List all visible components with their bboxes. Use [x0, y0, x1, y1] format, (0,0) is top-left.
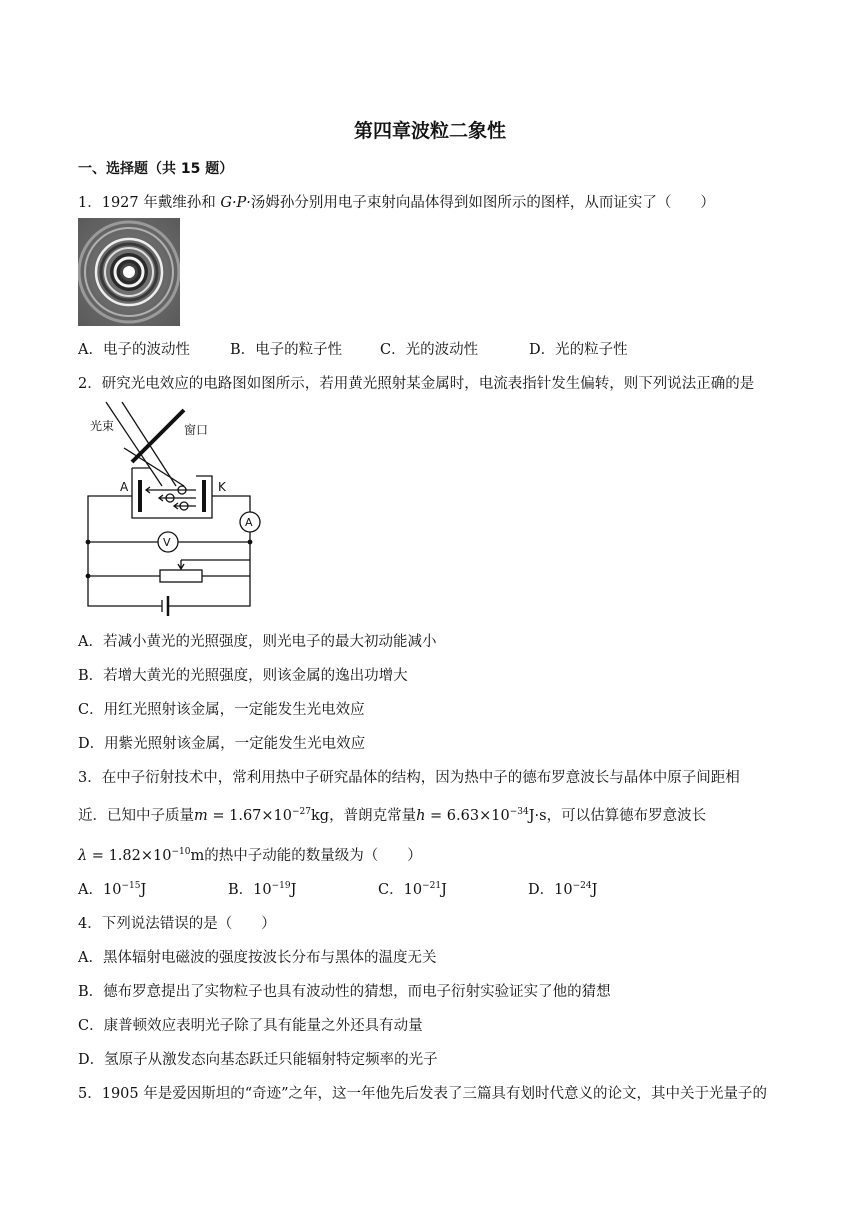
label-anode: A: [120, 480, 129, 494]
label-cathode: K: [218, 480, 226, 494]
question-1-options: [78, 338, 628, 359]
q4-option-c[interactable]: C．康普顿效应表明光子除了具有能量之外还具有动量: [78, 1018, 423, 1034]
label-window: 窗口: [184, 423, 209, 437]
q4-option-d[interactable]: D．氢原子从激发态向基态跃迁只能辐射特定频率的光子: [78, 1052, 438, 1068]
q1-option-a[interactable]: A．电子的波动性: [78, 342, 190, 358]
q1-option-b[interactable]: B．电子的粒子性: [230, 342, 343, 358]
q3-option-d[interactable]: D．$10^{-24}J$: [528, 881, 598, 898]
label-light-beam: 光束: [90, 419, 115, 433]
question-3-stem-line-3: $\lambda = 1.82\times 10^{-10}m$的热中子动能的数量级为（ ）: [78, 847, 422, 864]
question-3-options: [78, 878, 597, 899]
q3-option-b[interactable]: B．$10^{-19}J$: [228, 881, 297, 898]
question-3-stem-line-2: 近．已知中子质量$m = 1.67\times 10^{-27}kg$，普朗克常量$h = 6.63\times 10^{-34}J\cdot s$，可以估算德布罗意波长: [78, 807, 707, 824]
question-3-stem-line-1: 3．在中子衍射技术中，常利用热中子研究晶体的结构，因为热中子的德布罗意波长与晶体中原子间距相: [78, 770, 740, 786]
q1-option-d[interactable]: D．光的粒子性: [529, 342, 628, 358]
q3-option-a[interactable]: A．$10^{-15}J$: [78, 881, 147, 898]
q2-option-a[interactable]: A．若减小黄光的光照强度，则光电子的最大初动能减小: [78, 634, 437, 650]
photoelectric-circuit-diagram: [84, 400, 274, 616]
q2-option-b[interactable]: B．若增大黄光的光照强度，则该金属的逸出功增大: [78, 668, 408, 684]
q4-option-b[interactable]: B．德布罗意提出了实物粒子也具有波动性的猜想，而电子衍射实验证实了他的猜想: [78, 984, 611, 1000]
label-voltmeter: V: [163, 536, 171, 549]
question-1-stem: 1．1927 年戴维孙和 G·P·汤姆孙分别用电子束射向晶体得到如图所示的图样，从而证实了（ ）: [78, 195, 715, 211]
q1-option-c[interactable]: C．光的波动性: [380, 342, 479, 358]
q3-option-c[interactable]: C．$10^{-21}J$: [378, 881, 447, 898]
page-title: 第四章波粒二象性: [353, 120, 506, 142]
planck-constant-formula: $h = 6.63\times 10^{-34}J\cdot s$: [416, 807, 547, 824]
label-ammeter: A: [245, 516, 253, 529]
question-2-stem: 2．研究光电效应的电路图如图所示，若用黄光照射某金属时，电流表指针发生偏转，则下列说法正确的是: [78, 376, 755, 392]
electron-diffraction-image: [78, 218, 180, 326]
q2-option-d[interactable]: D．用紫光照射该金属，一定能发生光电效应: [78, 736, 366, 752]
neutron-mass-formula: $m = 1.67\times 10^{-27}kg$: [194, 807, 330, 824]
q4-option-a[interactable]: A．黑体辐射电磁波的强度按波长分布与黑体的温度无关: [78, 950, 437, 966]
question-5-stem: 5．1905 年是爱因斯坦的“奇迹”之年，这一年他先后发表了三篇具有划时代意义的论文，其中关于光量子的: [78, 1086, 768, 1102]
section-heading: 一、选择题（共 15 题）: [78, 161, 234, 177]
wavelength-formula: $\lambda = 1.82\times 10^{-10}m$: [78, 847, 205, 864]
q2-option-c[interactable]: C．用红光照射该金属，一定能发生光电效应: [78, 702, 365, 718]
question-4-stem: 4．下列说法错误的是（ ）: [78, 916, 276, 932]
